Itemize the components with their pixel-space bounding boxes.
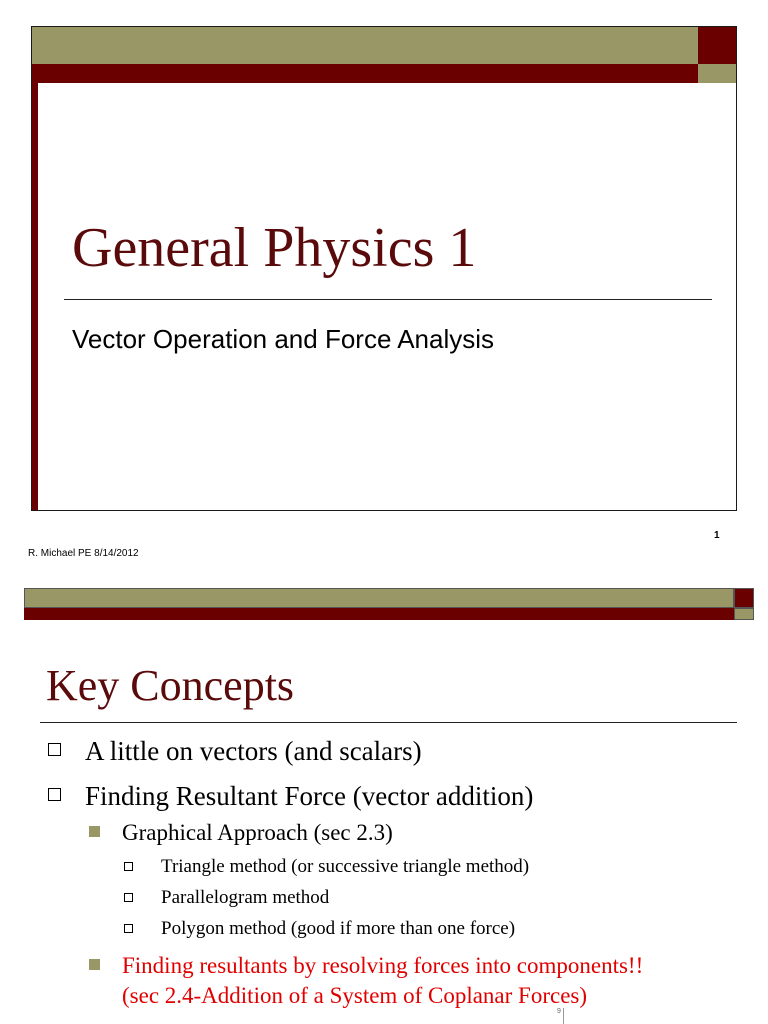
slide-1-left-maroon-bar xyxy=(32,83,38,510)
bullet-item-continuation: (sec 2.4-Addition of a System of Coplanar Forces) xyxy=(122,983,588,1008)
slide-1-top-olive-band xyxy=(32,27,698,64)
slide-2-heading-divider xyxy=(40,722,737,723)
slide-1-subtitle: Vector Operation and Force Analysis xyxy=(72,324,495,354)
slide-1-top-maroon-band xyxy=(32,64,698,83)
slide-1-title-divider xyxy=(64,299,712,300)
bullet-item: Polygon method (good if more than one force) xyxy=(161,918,516,939)
hollow-square-icon xyxy=(124,893,133,902)
corner-mark: 9 xyxy=(557,1008,561,1015)
slide-2-heading: Key Concepts xyxy=(46,661,295,710)
slide-2-corner-maroon-block xyxy=(734,588,754,608)
slide-footer: R. Michael PE 8/14/2012 xyxy=(28,548,139,559)
slide-1-corner-olive-block xyxy=(698,64,736,83)
hollow-square-icon xyxy=(124,862,133,871)
olive-square-icon xyxy=(89,959,100,970)
slide-1-corner-maroon-block xyxy=(698,27,736,64)
bullet-item: Triangle method (or successive triangle method) xyxy=(161,856,530,877)
text-cursor xyxy=(563,1008,564,1024)
hollow-square-icon xyxy=(48,788,61,801)
slide-2-top-maroon-band xyxy=(24,608,734,620)
hollow-square-icon xyxy=(124,924,133,933)
bullet-item: Parallelogram method xyxy=(161,887,330,908)
page-number: 1 xyxy=(714,530,720,541)
slide-2-corner-olive-block xyxy=(734,608,754,620)
slide-1-title: General Physics 1 xyxy=(72,217,477,279)
olive-square-icon xyxy=(89,826,100,837)
bullet-item: Finding Resultant Force (vector addition) xyxy=(85,781,534,811)
bullet-item: Graphical Approach (sec 2.3) xyxy=(122,820,393,845)
hollow-square-icon xyxy=(48,743,61,756)
bullet-item: A little on vectors (and scalars) xyxy=(85,736,422,766)
slide-2-top-olive-band xyxy=(24,588,734,608)
bullet-item-highlight: Finding resultants by resolving forces into components!! xyxy=(122,953,644,978)
